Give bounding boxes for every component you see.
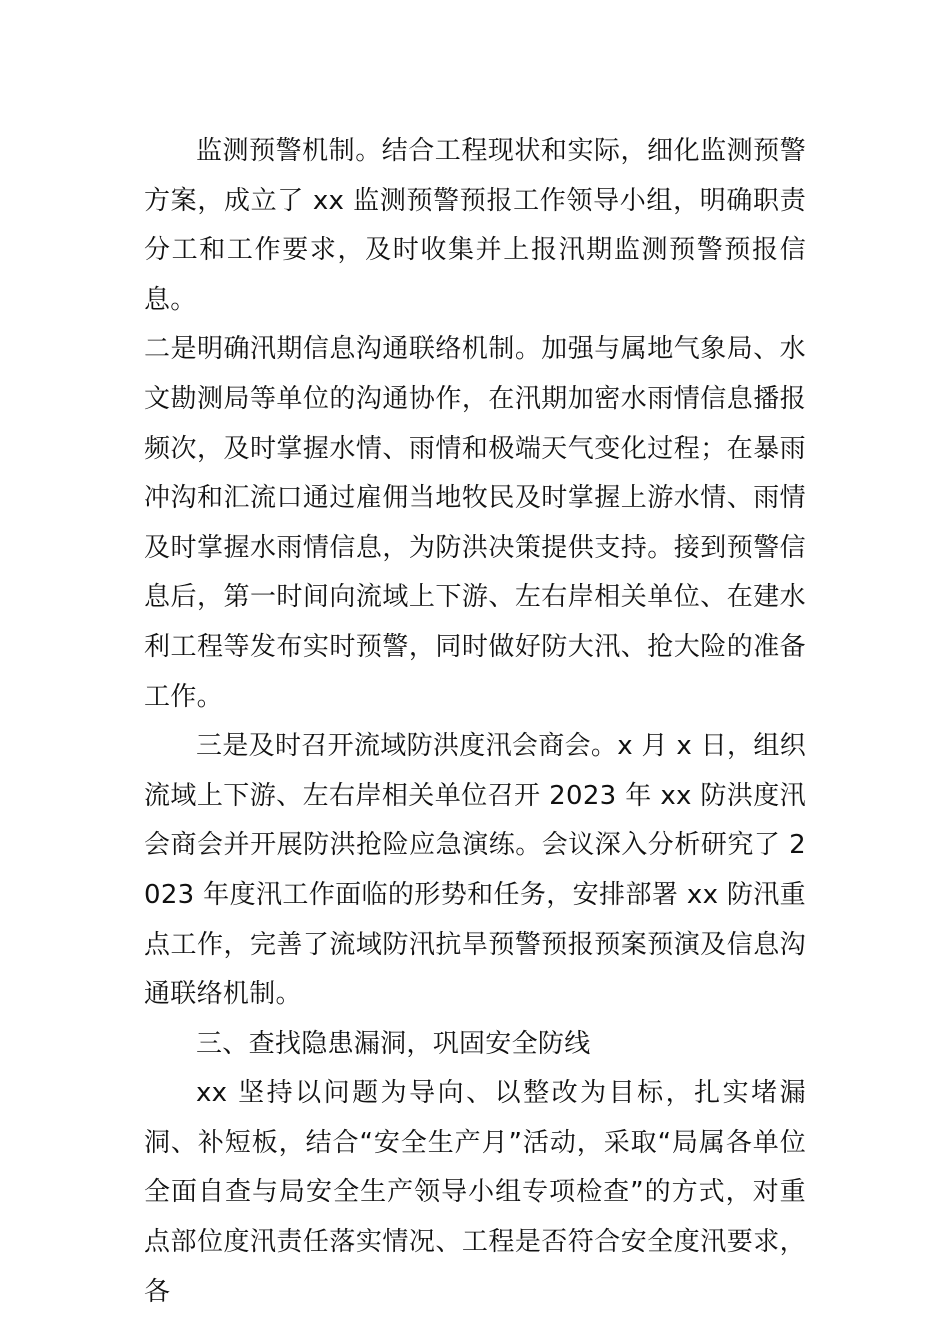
- paragraph-hazard-inspection: xx 坚持以问题为导向、以整改为目标，扎实堵漏洞、补短板，结合“安全生产月”活动，采取“局属各单位全面自查与局安全生产领导小组专项检查”的方式，对重点部位度汛责任落实情况、工程是否符合安全度汛要求，各: [144, 1078, 806, 1307]
- section-heading: 三、查找隐患漏洞，巩固安全防线: [196, 1028, 591, 1059]
- document-page: [144, 127, 806, 1317]
- paragraph-consultation-meeting: 三是及时召开流域防洪度汛会商会。x 月 x 日，组织流域上下游、左右岸相关单位召开 2023 年 xx 防洪度汛会商会并开展防洪抢险应急演练。会议深入分析研究了 2023 年度汛工作面临的形势和任务，安排部署 xx 防汛重点工作，完善了流域防汛抗旱预警预报预案预演及信息沟通联络机制。: [144, 731, 806, 1010]
- paragraph-monitoring-warning: 监测预警机制。结合工程现状和实际，细化监测预警方案，成立了 xx 监测预警预报工作领导小组，明确职责分工和工作要求，及时收集并上报汛期监测预警预报信息。: [144, 136, 806, 315]
- paragraph-flood-communication: 二是明确汛期信息沟通联络机制。加强与属地气象局、水文勘测局等单位的沟通协作，在汛期加密水雨情信息播报频次，及时掌握水情、雨情和极端天气变化过程；在暴雨冲沟和汇流口通过雇佣当地牧民及时掌握上游水情、雨情及时掌握水雨情信息，为防洪决策提供支持。接到预警信息后，第一时间向流域上下游、左右岸相关单位、在建水利工程等发布实时预警，同时做好防大汛、抢大险的准备工作。: [144, 334, 806, 712]
